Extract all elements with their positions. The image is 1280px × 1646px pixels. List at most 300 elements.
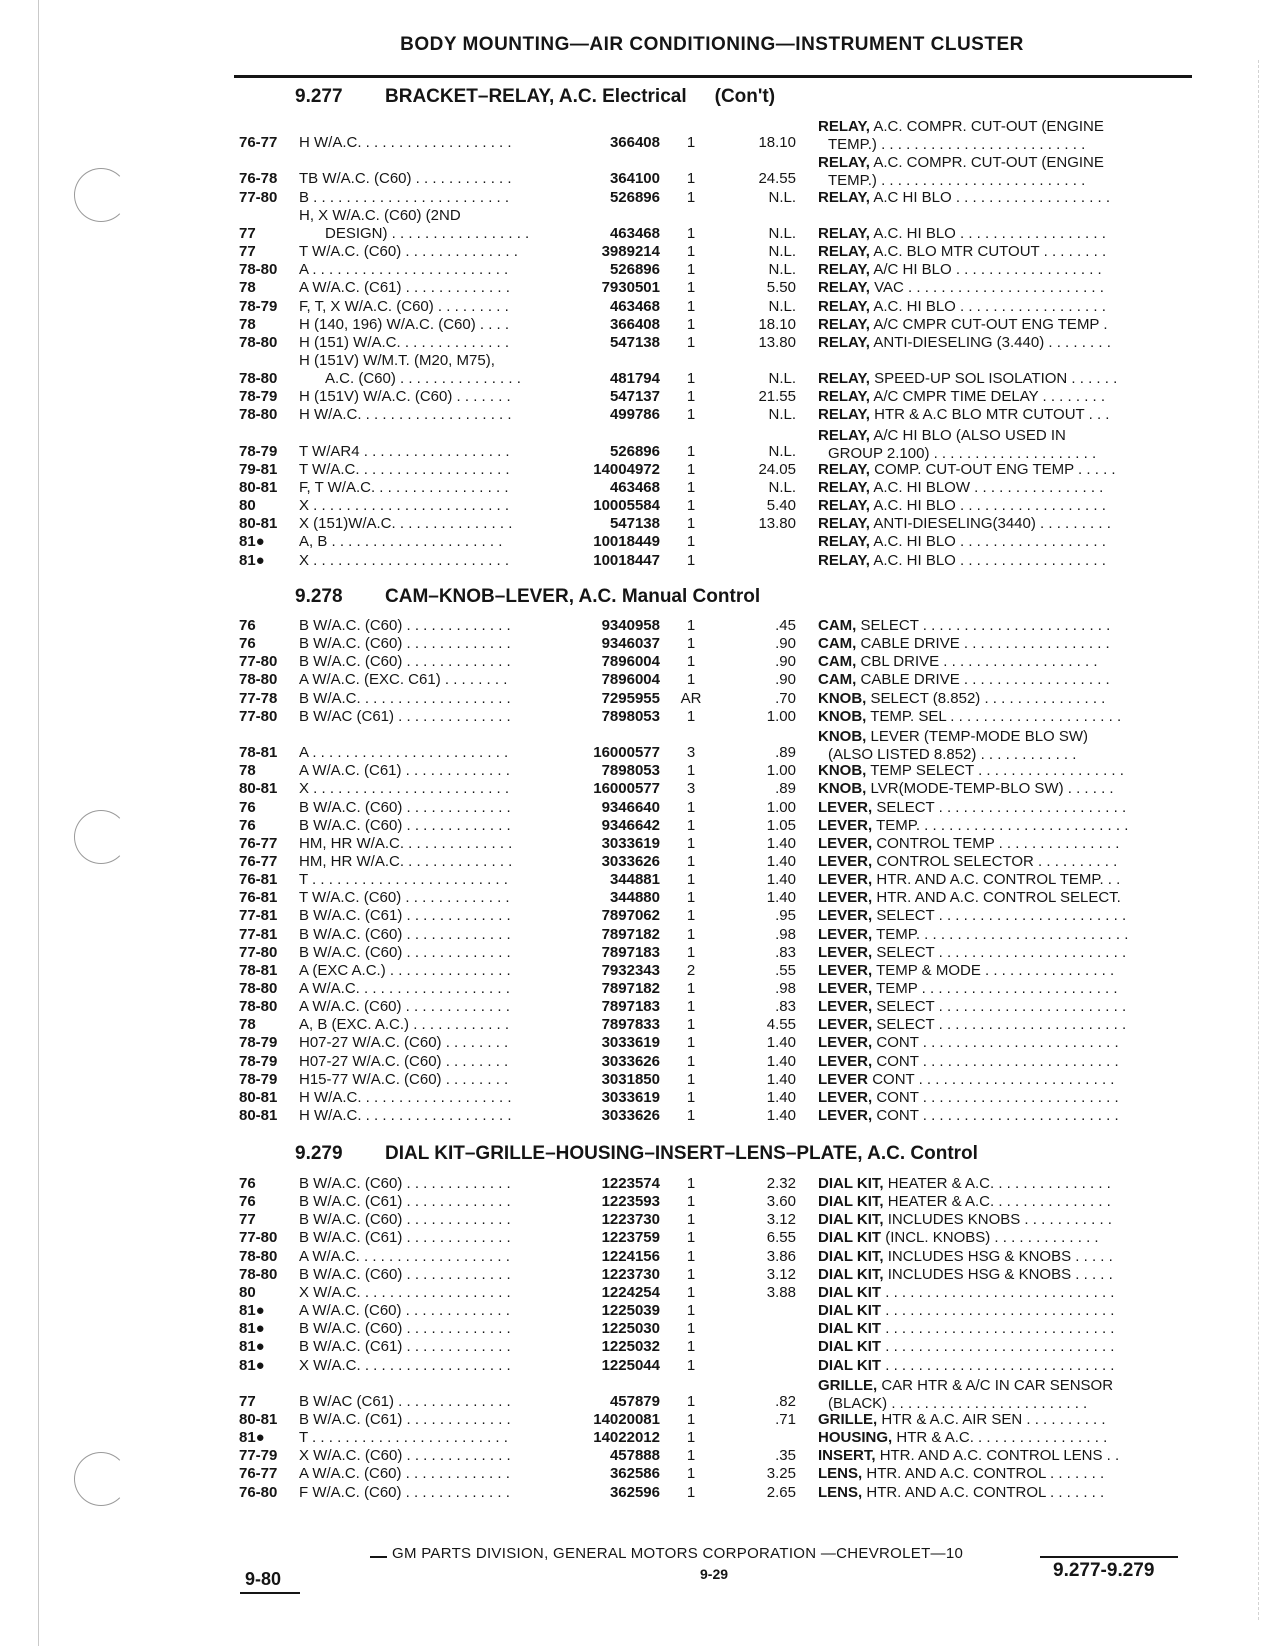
quantity: 1 [686,798,696,816]
quantity: 3 [686,744,696,762]
quantity: 1 [686,1429,696,1447]
part-name: DIAL KIT [818,1356,882,1374]
part-name: HOUSING, [818,1429,893,1447]
vehicle-application: A W/A.C. (C60) . . . . . . . . . . . . . [299,1302,510,1320]
model-year: 78 [239,315,256,333]
model-year: 78-79 [239,297,278,315]
part-number: 10018447 [593,551,660,569]
part-detail: HTR. AND A.C. CONTROL TEMP. . . [876,871,1121,889]
list-price: 18.10 [758,315,796,333]
part-description [818,1377,1182,1395]
part-name: LEVER, [818,943,873,961]
quantity: 1 [686,1320,696,1338]
quantity: 1 [686,533,696,551]
model-year: 80-81 [239,1107,278,1125]
part-description [818,635,1182,653]
header-rule [234,75,1192,78]
vehicle-application: X . . . . . . . . . . . . . . . . . . . . . . . . [299,497,510,515]
part-number: 10005584 [593,497,660,515]
part-number: 3033619 [601,1088,660,1106]
part-number: 526896 [609,188,660,206]
part-detail: SPEED-UP SOL ISOLATION . . . . . . [874,370,1118,388]
part-number: 364100 [609,170,660,188]
quantity: 1 [686,315,696,333]
quantity: 1 [686,635,696,653]
part-detail: ANTI-DIESELING(3440) . . . . . . . . . [873,515,1111,533]
part-detail: INCLUDES HSG & KNOBS . . . . . [887,1247,1113,1265]
part-description [818,780,1182,798]
part-name: RELAY, [818,279,870,297]
list-price: 3.12 [766,1211,796,1229]
quantity: AR [680,689,702,707]
part-detail: . . . . . . . . . . . . . . . . . . . . . . . . . . . . [885,1320,1115,1338]
part-detail: CBL DRIVE . . . . . . . . . . . . . . . . . . . [860,653,1098,671]
part-name: CAM, [818,635,857,653]
part-number: 499786 [609,406,660,424]
part-description [818,370,1182,388]
vehicle-application: A W/A.C. (EXC. C61) . . . . . . . . [299,671,508,689]
part-description [818,962,1182,980]
part-name: LEVER, [818,998,873,1016]
part-name: RELAY, [818,406,870,424]
list-price: 1.00 [766,798,796,816]
part-description [818,708,1182,726]
model-year: 78-80 [239,406,278,424]
list-price: .71 [775,1410,796,1428]
part-detail: ANTI-DIESELING (3.440) . . . . . . . . [873,333,1111,351]
vehicle-application: HM, HR W/A.C. . . . . . . . . . . . . . [299,834,513,852]
quantity: 1 [686,1410,696,1428]
part-name: RELAY, [818,533,870,551]
list-price: 1.40 [766,834,796,852]
vehicle-application: A W/A.C. (C61) . . . . . . . . . . . . . [299,279,510,297]
part-detail: CAR HTR & A/C IN CAR SENSOR [881,1376,1114,1394]
vehicle-application: A W/A.C. . . . . . . . . . . . . . . . . . . [299,1247,510,1265]
part-detail: COMP. CUT-OUT ENG TEMP . . . . . [874,460,1116,478]
model-year: 76-77 [239,134,278,152]
quantity: 1 [686,370,696,388]
quantity: 1 [686,388,696,406]
model-year: 78-80 [239,333,278,351]
part-description [818,552,1182,570]
part-detail: SELECT . . . . . . . . . . . . . . . . . . . . . . . [876,798,1127,816]
quantity: 1 [686,333,696,351]
part-detail: A/C CMPR CUT-OUT ENG TEMP . [873,315,1108,333]
part-description [818,406,1182,424]
vehicle-application: H W/A.C. . . . . . . . . . . . . . . . . . . [299,1088,512,1106]
part-description [818,728,1182,746]
part-name: RELAY, [818,388,870,406]
part-name: RELAY, [818,261,870,279]
part-name: RELAY, [818,188,870,206]
punch-hole [74,810,128,864]
part-number: 7897182 [601,925,660,943]
vehicle-application-cont: DESIGN) . . . . . . . . . . . . . . . . . [325,224,530,242]
quantity: 1 [686,653,696,671]
vehicle-application: B W/A.C. (C60) . . . . . . . . . . . . . [299,816,511,834]
part-description [818,853,1182,871]
part-number: 3033626 [601,1107,660,1125]
part-description [818,671,1182,689]
part-detail: SELECT . . . . . . . . . . . . . . . . . . . . . . . [876,943,1127,961]
vehicle-application: A . . . . . . . . . . . . . . . . . . . . . . . . [299,261,509,279]
vehicle-application: B W/A.C. (C60) . . . . . . . . . . . . . [299,943,511,961]
vehicle-application: X . . . . . . . . . . . . . . . . . . . . . . . . [299,551,510,569]
vehicle-application: X . . . . . . . . . . . . . . . . . . . . . . . . [299,780,510,798]
part-detail: TEMP . . . . . . . . . . . . . . . . . . . . . . . . [876,980,1118,997]
punch-hole [74,1452,128,1506]
model-year: 76-77 [239,852,278,870]
part-number: 366408 [609,134,660,152]
vehicle-application: TB W/A.C. (C60) . . . . . . . . . . . . [299,170,512,188]
model-year: 78-80 [239,671,278,689]
quantity: 2 [686,961,696,979]
vehicle-application: B W/A.C. (C60) . . . . . . . . . . . . . [299,798,511,816]
model-year: 81● [239,551,265,569]
part-detail: TEMP SELECT . . . . . . . . . . . . . . . . . . [870,762,1124,780]
list-price: 3.88 [766,1283,796,1301]
list-price: .90 [775,671,796,689]
page-edge-line-right [1258,60,1259,1620]
list-price: 1.00 [766,762,796,780]
model-year: 76-77 [239,1465,278,1483]
part-name: LENS, [818,1465,863,1483]
quantity: 1 [686,871,696,889]
vehicle-application: B W/A.C. (C60) . . . . . . . . . . . . . [299,1211,511,1229]
footer-date-rule [240,1592,300,1594]
part-detail: A/C CMPR TIME DELAY . . . . . . . . [873,388,1106,406]
section-title: BRACKET–RELAY, A.C. Electrical [385,86,687,107]
part-description-cont: (BLACK) . . . . . . . . . . . . . . . . . . . . . . . . [828,1394,1088,1412]
part-name: LEVER, [818,1107,873,1125]
model-year: 76 [239,816,256,834]
footer-date-code: 9-80 [245,1569,282,1589]
part-number: 7897183 [601,998,660,1016]
list-price: 1.40 [766,1052,796,1070]
vehicle-application: T W/A.C. (C60) . . . . . . . . . . . . . . [299,243,518,261]
list-price: 13.80 [758,515,796,533]
model-year: 77-80 [239,1229,278,1247]
vehicle-application: A, B (EXC. A.C.) . . . . . . . . . . . . [299,1016,510,1034]
vehicle-application: H W/A.C. . . . . . . . . . . . . . . . . . . [299,134,512,152]
part-number: 7896004 [601,653,660,671]
part-detail: A/C HI BLO . . . . . . . . . . . . . . . . . . [873,261,1102,279]
part-description [818,225,1182,243]
list-price: 1.40 [766,852,796,870]
quantity: 1 [686,1229,696,1247]
quantity: 1 [686,279,696,297]
part-description [818,907,1182,925]
part-description [818,189,1182,207]
part-name: RELAY, [818,118,870,135]
model-year: 80 [239,497,256,515]
part-detail: LEVER (TEMP-MODE BLO SW) [870,727,1089,745]
quantity: 1 [686,1483,696,1501]
quantity: 1 [686,925,696,943]
part-detail: A.C. HI BLO . . . . . . . . . . . . . . . . . . [873,551,1106,569]
quantity: 1 [686,243,696,261]
model-year: 80 [239,1283,256,1301]
part-detail: CONTROL TEMP . . . . . . . . . . . . . . . [876,834,1120,852]
vehicle-application: B W/A.C. (C60) . . . . . . . . . . . . . [299,1320,511,1338]
part-name: LEVER, [818,980,873,997]
quantity: 1 [686,1034,696,1052]
list-price: .89 [775,780,796,798]
list-price: 24.55 [758,170,796,188]
part-number: 7897182 [601,980,660,997]
vehicle-application: T . . . . . . . . . . . . . . . . . . . . . . . . [299,1429,508,1447]
model-year: 76 [239,1193,256,1211]
part-description [818,762,1182,780]
part-number: 1225032 [601,1338,660,1356]
part-number: 9340958 [601,617,660,634]
footer-section-range: 9.277-9.279 [1053,1560,1155,1581]
model-year: 81● [239,1356,265,1374]
list-price: 1.05 [766,816,796,834]
quantity: 1 [686,617,696,634]
vehicle-application: X (151)W/A.C. . . . . . . . . . . . . . . [299,515,513,533]
part-description [818,334,1182,352]
part-description [818,617,1182,635]
quantity: 1 [686,1211,696,1229]
list-price: .70 [775,689,796,707]
vehicle-application: A W/A.C. (C60) . . . . . . . . . . . . . [299,1465,510,1483]
section-number: 9.277 [295,86,343,107]
list-price: 1.00 [766,707,796,725]
part-name: DIAL KIT, [818,1247,884,1265]
model-year: 80-81 [239,780,278,798]
vehicle-application: B W/A.C. (C60) . . . . . . . . . . . . . [299,617,511,634]
part-detail: INCLUDES KNOBS . . . . . . . . . . . [887,1211,1112,1229]
part-detail: TEMP. . . . . . . . . . . . . . . . . . . . . . . . . . [876,816,1129,834]
part-description [818,980,1182,998]
quantity: 1 [686,1193,696,1211]
part-description [818,479,1182,497]
part-description [818,1193,1182,1211]
list-price: 5.40 [766,497,796,515]
part-number: 7932343 [601,961,660,979]
part-detail: A.C. COMPR. CUT-OUT (ENGINE [873,154,1104,172]
part-description [818,1429,1182,1447]
quantity: 1 [686,460,696,478]
list-price: 1.40 [766,1088,796,1106]
model-year: 77-81 [239,907,278,925]
part-name: RELAY, [818,243,870,261]
part-description-cont: (ALSO LISTED 8.852) . . . . . . . . . . . . [828,746,1077,764]
part-name: LEVER, [818,1052,873,1070]
section-title: DIAL KIT–GRILLE–HOUSING–INSERT–LENS–PLATE, A.C. Control [385,1143,978,1164]
quantity: 1 [686,1356,696,1374]
part-description [818,1175,1182,1193]
model-year: 76-80 [239,1483,278,1501]
part-description [818,817,1182,835]
quantity: 1 [686,1070,696,1088]
quantity: 1 [686,943,696,961]
quantity: 1 [686,497,696,515]
vehicle-application: H W/A.C. . . . . . . . . . . . . . . . . . . [299,1107,512,1125]
vehicle-application: B W/A.C. (C61) . . . . . . . . . . . . . [299,1410,511,1428]
part-description [818,1447,1182,1465]
list-price: 2.65 [766,1483,796,1501]
part-number: 1223730 [601,1265,660,1283]
vehicle-application: T . . . . . . . . . . . . . . . . . . . . . . . . [299,871,508,889]
part-detail: A.C. HI BLOW . . . . . . . . . . . . . . . . [873,479,1104,496]
list-price: N.L. [768,243,796,261]
part-description [818,298,1182,316]
part-description [818,926,1182,944]
quantity: 1 [686,1247,696,1265]
part-name: LEVER, [818,834,873,852]
model-year: 77-78 [239,689,278,707]
part-number: 3031850 [601,1070,660,1088]
footer-publisher: GM PARTS DIVISION, GENERAL MOTORS CORPORATION —CHEVROLET—10 [392,1545,964,1562]
quantity: 1 [686,762,696,780]
part-name: RELAY, [818,515,870,533]
part-detail: SELECT . . . . . . . . . . . . . . . . . . . . . . . [860,617,1111,634]
list-price: 1.40 [766,889,796,907]
part-name: CAM, [818,653,857,671]
list-price: .82 [775,1392,796,1410]
vehicle-application: F W/A.C. (C60) . . . . . . . . . . . . . [299,1483,510,1501]
quantity: 3 [686,780,696,798]
model-year: 77 [239,1211,256,1229]
part-detail: CABLE DRIVE . . . . . . . . . . . . . . . . . . [860,635,1110,653]
part-number: 1223759 [601,1229,660,1247]
list-price: N.L. [768,442,796,460]
part-number: 16000577 [593,744,660,762]
quantity: 1 [686,1392,696,1410]
part-number: 3033619 [601,834,660,852]
part-description [818,533,1182,551]
part-name: LEVER [818,1070,869,1088]
part-name: KNOB, [818,727,867,745]
vehicle-application: H15-77 W/A.C. (C60) . . . . . . . . [299,1070,509,1088]
part-number: 547138 [609,515,660,533]
section-heading [295,86,775,110]
part-detail: SELECT (8.852) . . . . . . . . . . . . . . . [870,689,1106,707]
model-year: 76-78 [239,170,278,188]
model-year: 81● [239,1320,265,1338]
quantity: 1 [686,1302,696,1320]
list-price: N.L. [768,406,796,424]
part-name: RELAY, [818,426,870,444]
part-detail: A.C. BLO MTR CUTOUT . . . . . . . . [873,243,1107,261]
part-detail: HEATER & A.C. . . . . . . . . . . . . . . [887,1193,1111,1211]
model-year: 81● [239,533,265,551]
part-name: RELAY, [818,297,870,315]
part-number: 547138 [609,333,660,351]
model-year: 78-80 [239,1247,278,1265]
quantity: 1 [686,707,696,725]
part-name: DIAL KIT [818,1302,882,1320]
part-description [818,118,1182,136]
part-detail: A.C HI BLO . . . . . . . . . . . . . . . . . . . [873,188,1111,206]
part-number: 14004972 [593,460,660,478]
list-price: 3.60 [766,1193,796,1211]
part-description-cont: TEMP.) . . . . . . . . . . . . . . . . . . . . . . . . . [828,172,1086,190]
model-year: 78-79 [239,1052,278,1070]
part-description-cont: TEMP.) . . . . . . . . . . . . . . . . . . . . . . . . . [828,136,1086,154]
part-name: INSERT, [818,1447,876,1465]
part-number: 366408 [609,315,660,333]
model-year: 78-79 [239,388,278,406]
quantity: 1 [686,671,696,689]
part-number: 7897062 [601,907,660,925]
list-price: .98 [775,980,796,997]
list-price: 3.25 [766,1465,796,1483]
section-number: 9.279 [295,1143,343,1164]
model-year: 80-81 [239,1088,278,1106]
list-price: 1.40 [766,1034,796,1052]
section-heading [295,586,760,610]
quantity: 1 [686,1052,696,1070]
part-name: GRILLE, [818,1376,878,1394]
quantity: 1 [686,551,696,569]
footer-rule-right [1040,1556,1178,1558]
part-name: LEVER, [818,1034,873,1052]
part-name: KNOB, [818,780,867,798]
part-name: LENS, [818,1483,863,1501]
part-detail: A.C. HI BLO . . . . . . . . . . . . . . . . . . [873,297,1106,315]
part-name: RELAY, [818,497,870,515]
part-detail: INCLUDES HSG & KNOBS . . . . . [887,1265,1113,1283]
part-name: RELAY, [818,224,870,242]
model-year: 77 [239,224,256,242]
model-year: 80-81 [239,1410,278,1428]
list-price: N.L. [768,479,796,496]
model-year: 77-80 [239,653,278,671]
quantity: 1 [686,980,696,997]
part-number: 3033619 [601,1034,660,1052]
vehicle-application: B W/AC (C61) . . . . . . . . . . . . . . [299,707,511,725]
vehicle-application: X W/A.C. . . . . . . . . . . . . . . . . . . [299,1283,511,1301]
part-name: RELAY, [818,333,870,351]
part-number: 457879 [609,1392,660,1410]
vehicle-application: B W/A.C. . . . . . . . . . . . . . . . . . . [299,689,511,707]
vehicle-application: T W/A.C. . . . . . . . . . . . . . . . . . . [299,460,510,478]
part-name: DIAL KIT [818,1283,882,1301]
part-number: 1223730 [601,1211,660,1229]
part-description [818,1302,1182,1320]
vehicle-application: B W/A.C. (C60) . . . . . . . . . . . . . [299,653,511,671]
part-name: LEVER, [818,1016,873,1034]
part-name: RELAY, [818,460,870,478]
part-detail: CABLE DRIVE . . . . . . . . . . . . . . . . . . [860,671,1110,689]
model-year: 77-81 [239,925,278,943]
part-detail: A.C. COMPR. CUT-OUT (ENGINE [873,118,1104,135]
list-price: 1.40 [766,871,796,889]
part-number: 10018449 [593,533,660,551]
list-price: N.L. [768,188,796,206]
quantity: 1 [686,889,696,907]
part-name: LEVER, [818,889,873,907]
list-price: .83 [775,998,796,1016]
vehicle-application: B . . . . . . . . . . . . . . . . . . . . . . . . [299,188,510,206]
part-description [818,388,1182,406]
part-description [818,515,1182,533]
part-number: 1223574 [601,1175,660,1192]
part-detail: A.C. HI BLO . . . . . . . . . . . . . . . . . . [873,533,1106,551]
vehicle-application: H, X W/A.C. (C60) (2ND [299,206,461,224]
part-name: CAM, [818,617,857,634]
part-number: 526896 [609,442,660,460]
vehicle-application-cont: A.C. (C60) . . . . . . . . . . . . . . . [325,370,521,388]
part-detail: A/C HI BLO (ALSO USED IN [873,426,1066,444]
model-year: 78-80 [239,261,278,279]
part-number: 344881 [609,871,660,889]
model-year: 76-77 [239,834,278,852]
part-number: 481794 [609,370,660,388]
